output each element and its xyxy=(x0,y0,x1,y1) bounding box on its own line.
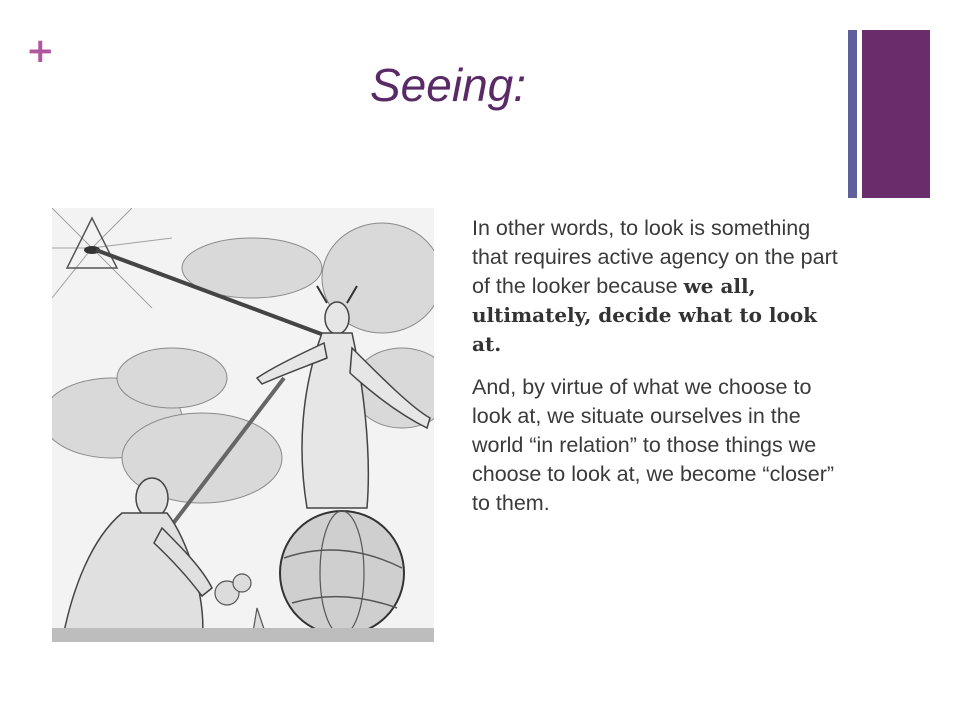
paragraph-1 xyxy=(472,214,852,359)
body-text xyxy=(472,214,852,532)
paragraph-2: And, by virtue of what we choose to look at, we situate ourselves in the world “in relation” to those things we choose to look at, we become “closer” to them. xyxy=(472,375,835,515)
paragraph-1-intro: In other words, to look is something that requires active agency on the part of the looker because xyxy=(472,216,838,298)
paragraph-1-emphasis: we all, ultimately, decide what to look at. xyxy=(472,274,818,356)
accent-bar-thin xyxy=(848,30,857,198)
slide-title: Seeing: xyxy=(370,59,527,111)
accent-bar-thick xyxy=(862,30,930,198)
engraving-illustration xyxy=(52,208,434,642)
plus-marker: + xyxy=(26,31,55,71)
